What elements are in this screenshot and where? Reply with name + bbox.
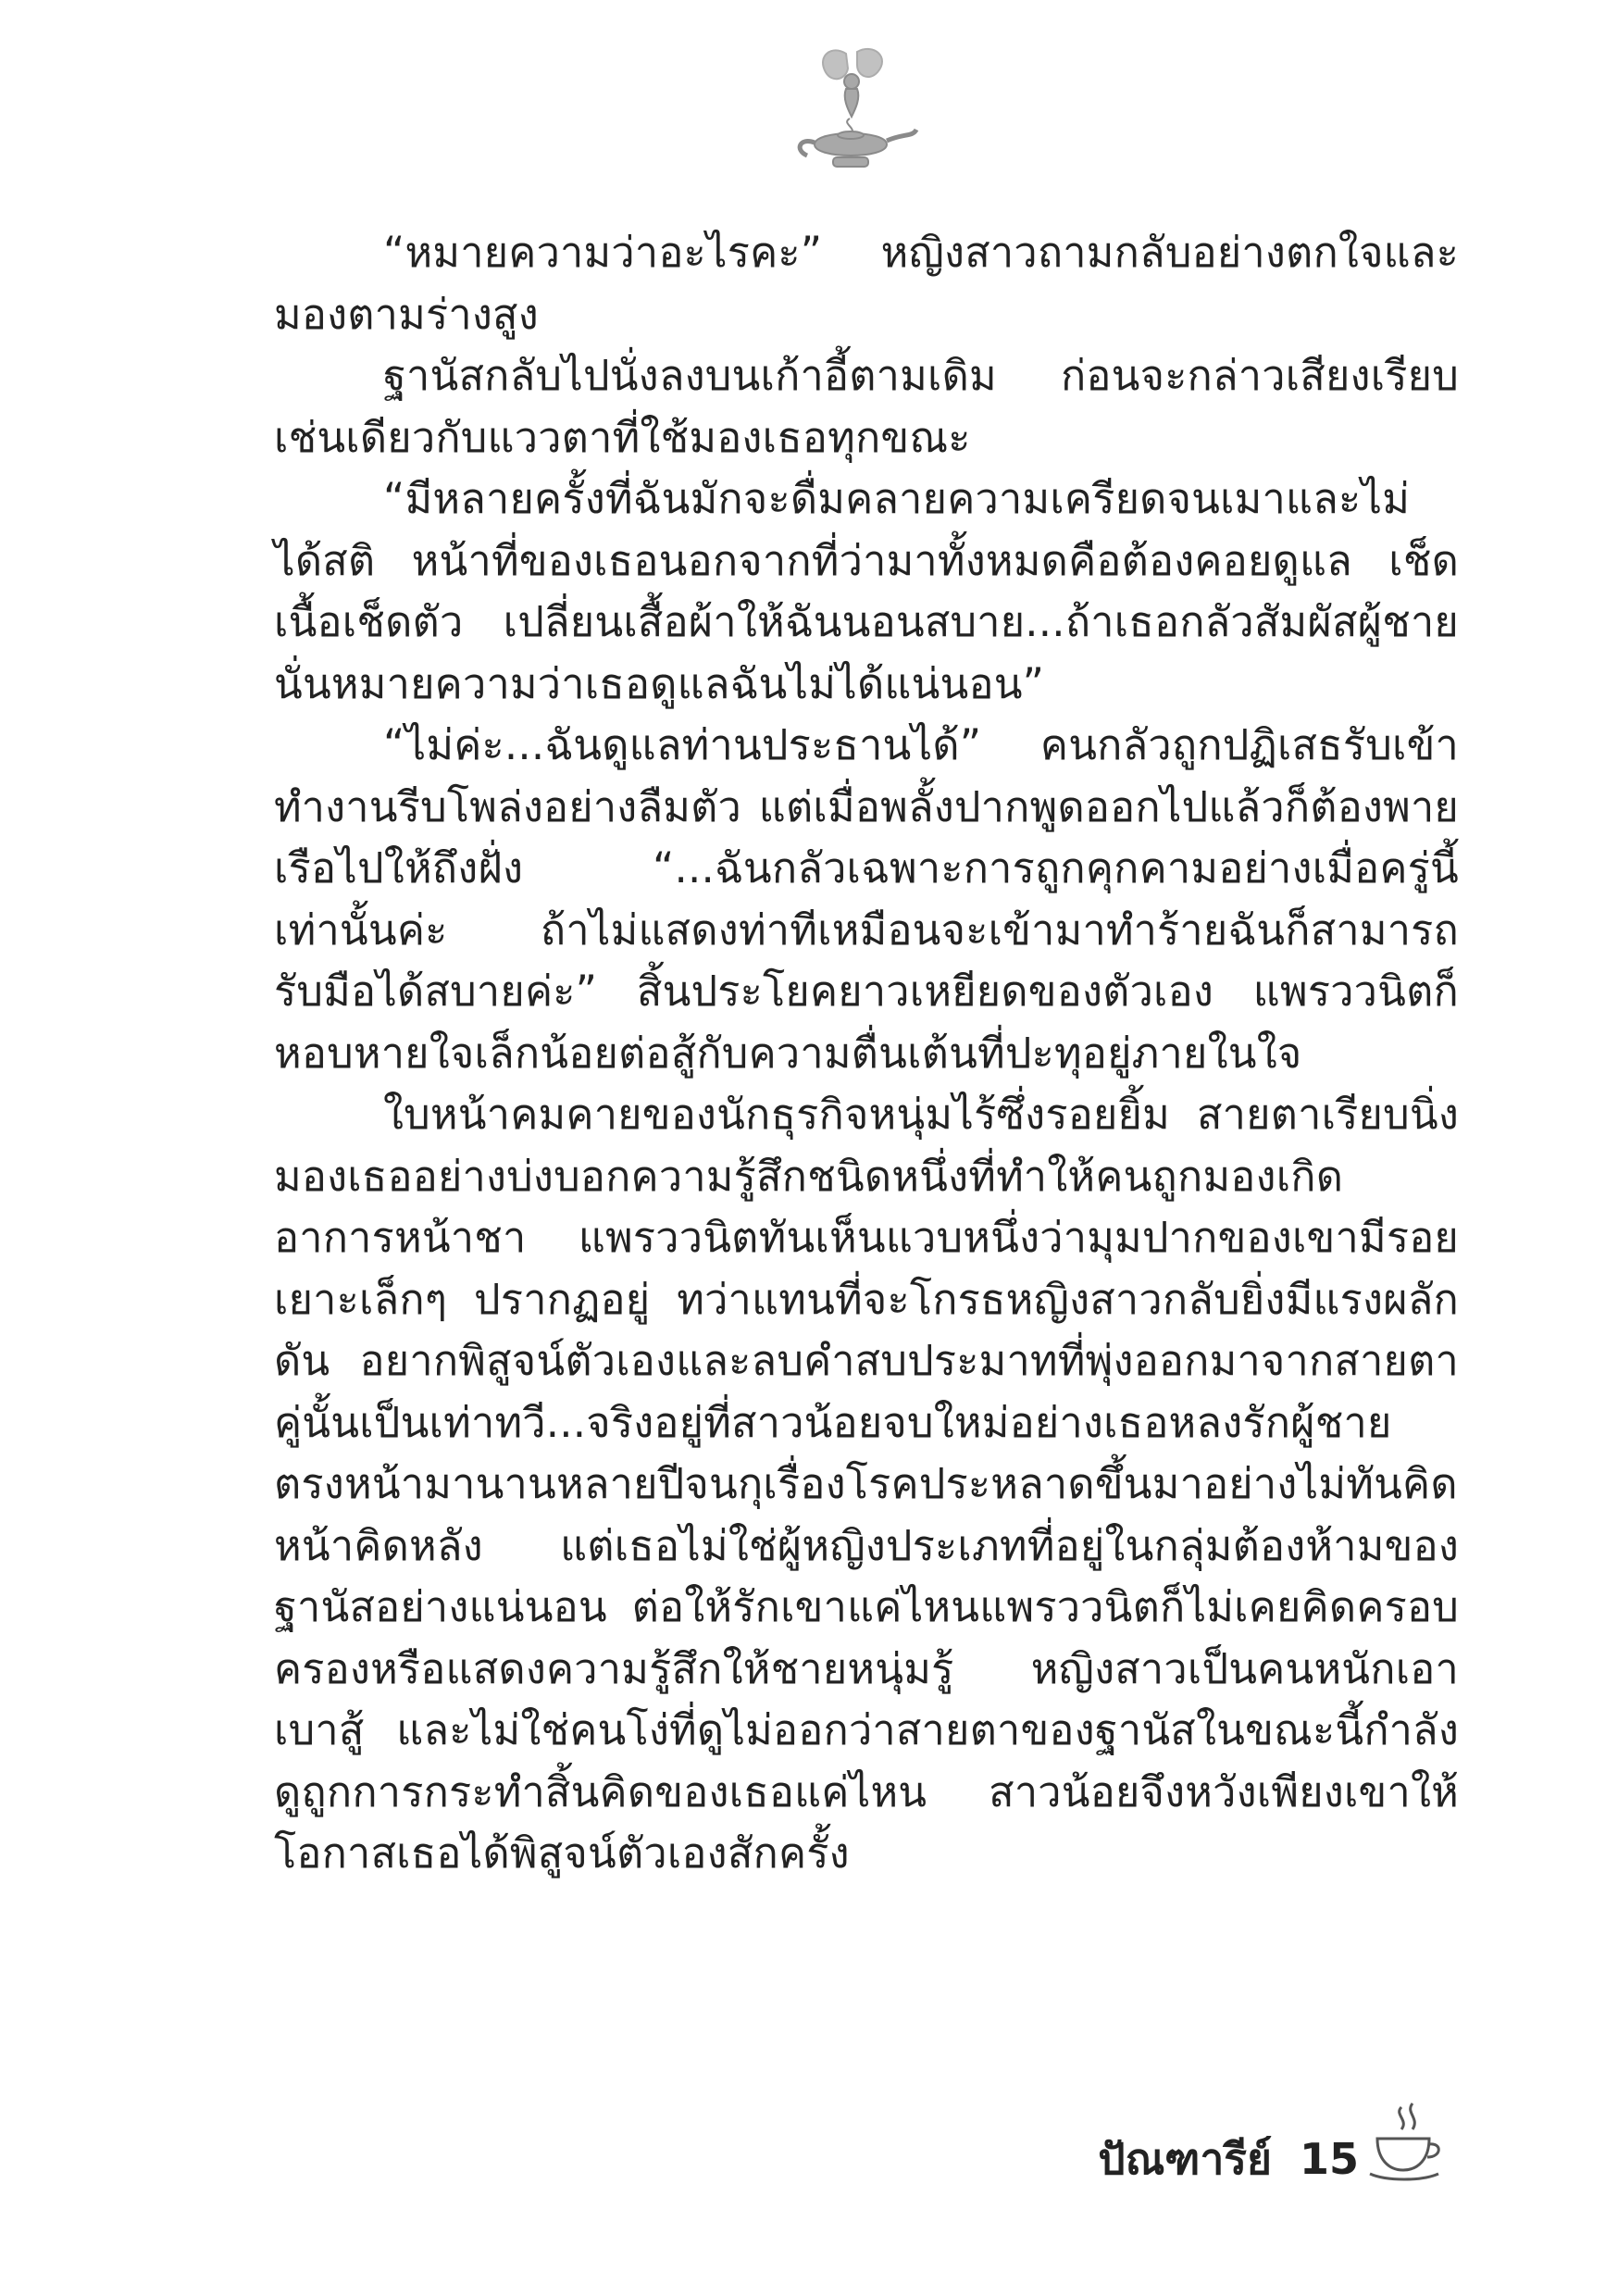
paragraph: “หมายความว่าอะไรคะ” หญิงสาวถามกลับอย่างตกใจและมองตามร่างสูง <box>274 228 1459 339</box>
paragraph: “มีหลายครั้งที่ฉันมักจะดื่มคลายความเครียดจนเมาและไม่ได้สติ หน้าที่ของเธอนอกจากที่ว่ามาทั้งหมดคือต้องคอยดูแล เช็ดเนื้อเช็ดตัว เปลี่ยนเสื้อผ้าให้ฉันนอนสบาย...ถ้าเธอกลัวสัมผัสผู้ชายนั่นหมายความว่าเธอดูแลฉันไม่ได้แน่นอน” <box>274 474 1459 708</box>
paragraph: “ไม่ค่ะ...ฉันดูแลท่านประธานได้” คนกลัวถูกปฏิเสธรับเข้าทำงานรีบโพล่งอย่างลืมตัว แต่เมื่อพลั้งปากพูดออกไปแล้วก็ต้องพายเรือไปให้ถึงฝั่ง “...ฉันกลัวเฉพาะการถูกคุกคามอย่างเมื่อครู่นี้เท่านั้นค่ะ ถ้าไม่แสดงท่าทีเหมือนจะเข้ามาทำร้ายฉันก็สามารถรับมือได้สบายค่ะ” สิ้นประโยคยาวเหยียดของตัวเอง แพรววนิตก็หอบหายใจเล็กน้อยต่อสู้กับความตื่นเต้นที่ปะทุอยู่ภายในใจ <box>274 720 1459 1078</box>
page-footer <box>1098 2102 1448 2185</box>
page-number: 15 <box>1299 2134 1359 2184</box>
teapot-fairy-icon <box>781 44 920 174</box>
paragraph: ฐานัสกลับไปนั่งลงบนเก้าอี้ตามเดิม ก่อนจะกล่าวเสียงเรียบเช่นเดียวกับแววตาที่ใช้มองเธอทุกขณะ <box>274 351 1459 462</box>
coffee-cup-icon <box>1368 2102 1448 2185</box>
page-body <box>274 222 1459 1885</box>
paragraph: ใบหน้าคมคายของนักธุรกิจหนุ่มไร้ซึ่งรอยยิ้ม สายตาเรียบนิ่งมองเธออย่างบ่งบอกความรู้สึกชนิดหนึ่งที่ทำให้คนถูกมองเกิดอาการหน้าชา แพรววนิตทันเห็นแวบหนึ่งว่ามุมปากของเขามีรอยเยาะเล็กๆ ปรากฏอยู่ ทว่าแทนที่จะโกรธหญิงสาวกลับยิ่งมีแรงผลักดัน อยากพิสูจน์ตัวเองและลบคำสบประมาทที่พุ่งออกมาจากสายตาคู่นั้นเป็นเท่าทวี...จริงอยู่ที่สาวน้อยจบใหม่อย่างเธอหลงรักผู้ชายตรงหน้ามานานหลายปีจนกุเรื่องโรคประหลาดขึ้นมาอย่างไม่ทันคิดหน้าคิดหลัง แต่เธอไม่ใช่ผู้หญิงประเภทที่อยู่ในกลุ่มต้องห้ามของฐานัสอย่างแน่นอน ต่อให้รักเขาแค่ไหนแพรววนิตก็ไม่เคยคิดครอบครองหรือแสดงความรู้สึกให้ชายหนุ่มรู้ หญิงสาวเป็นคนหนักเอาเบาสู้ และไม่ใช่คนโง่ที่ดูไม่ออกว่าสายตาของฐานัสในขณะนี้กำลังดูถูกการกระทำสิ้นคิดของเธอแค่ไหน สาวน้อยจึงหวังเพียงเขาให้โอกาสเธอได้พิสูจน์ตัวเองสักครั้ง <box>274 1090 1459 1878</box>
author-name: ปัณฑารีย์ <box>1098 2134 1272 2184</box>
